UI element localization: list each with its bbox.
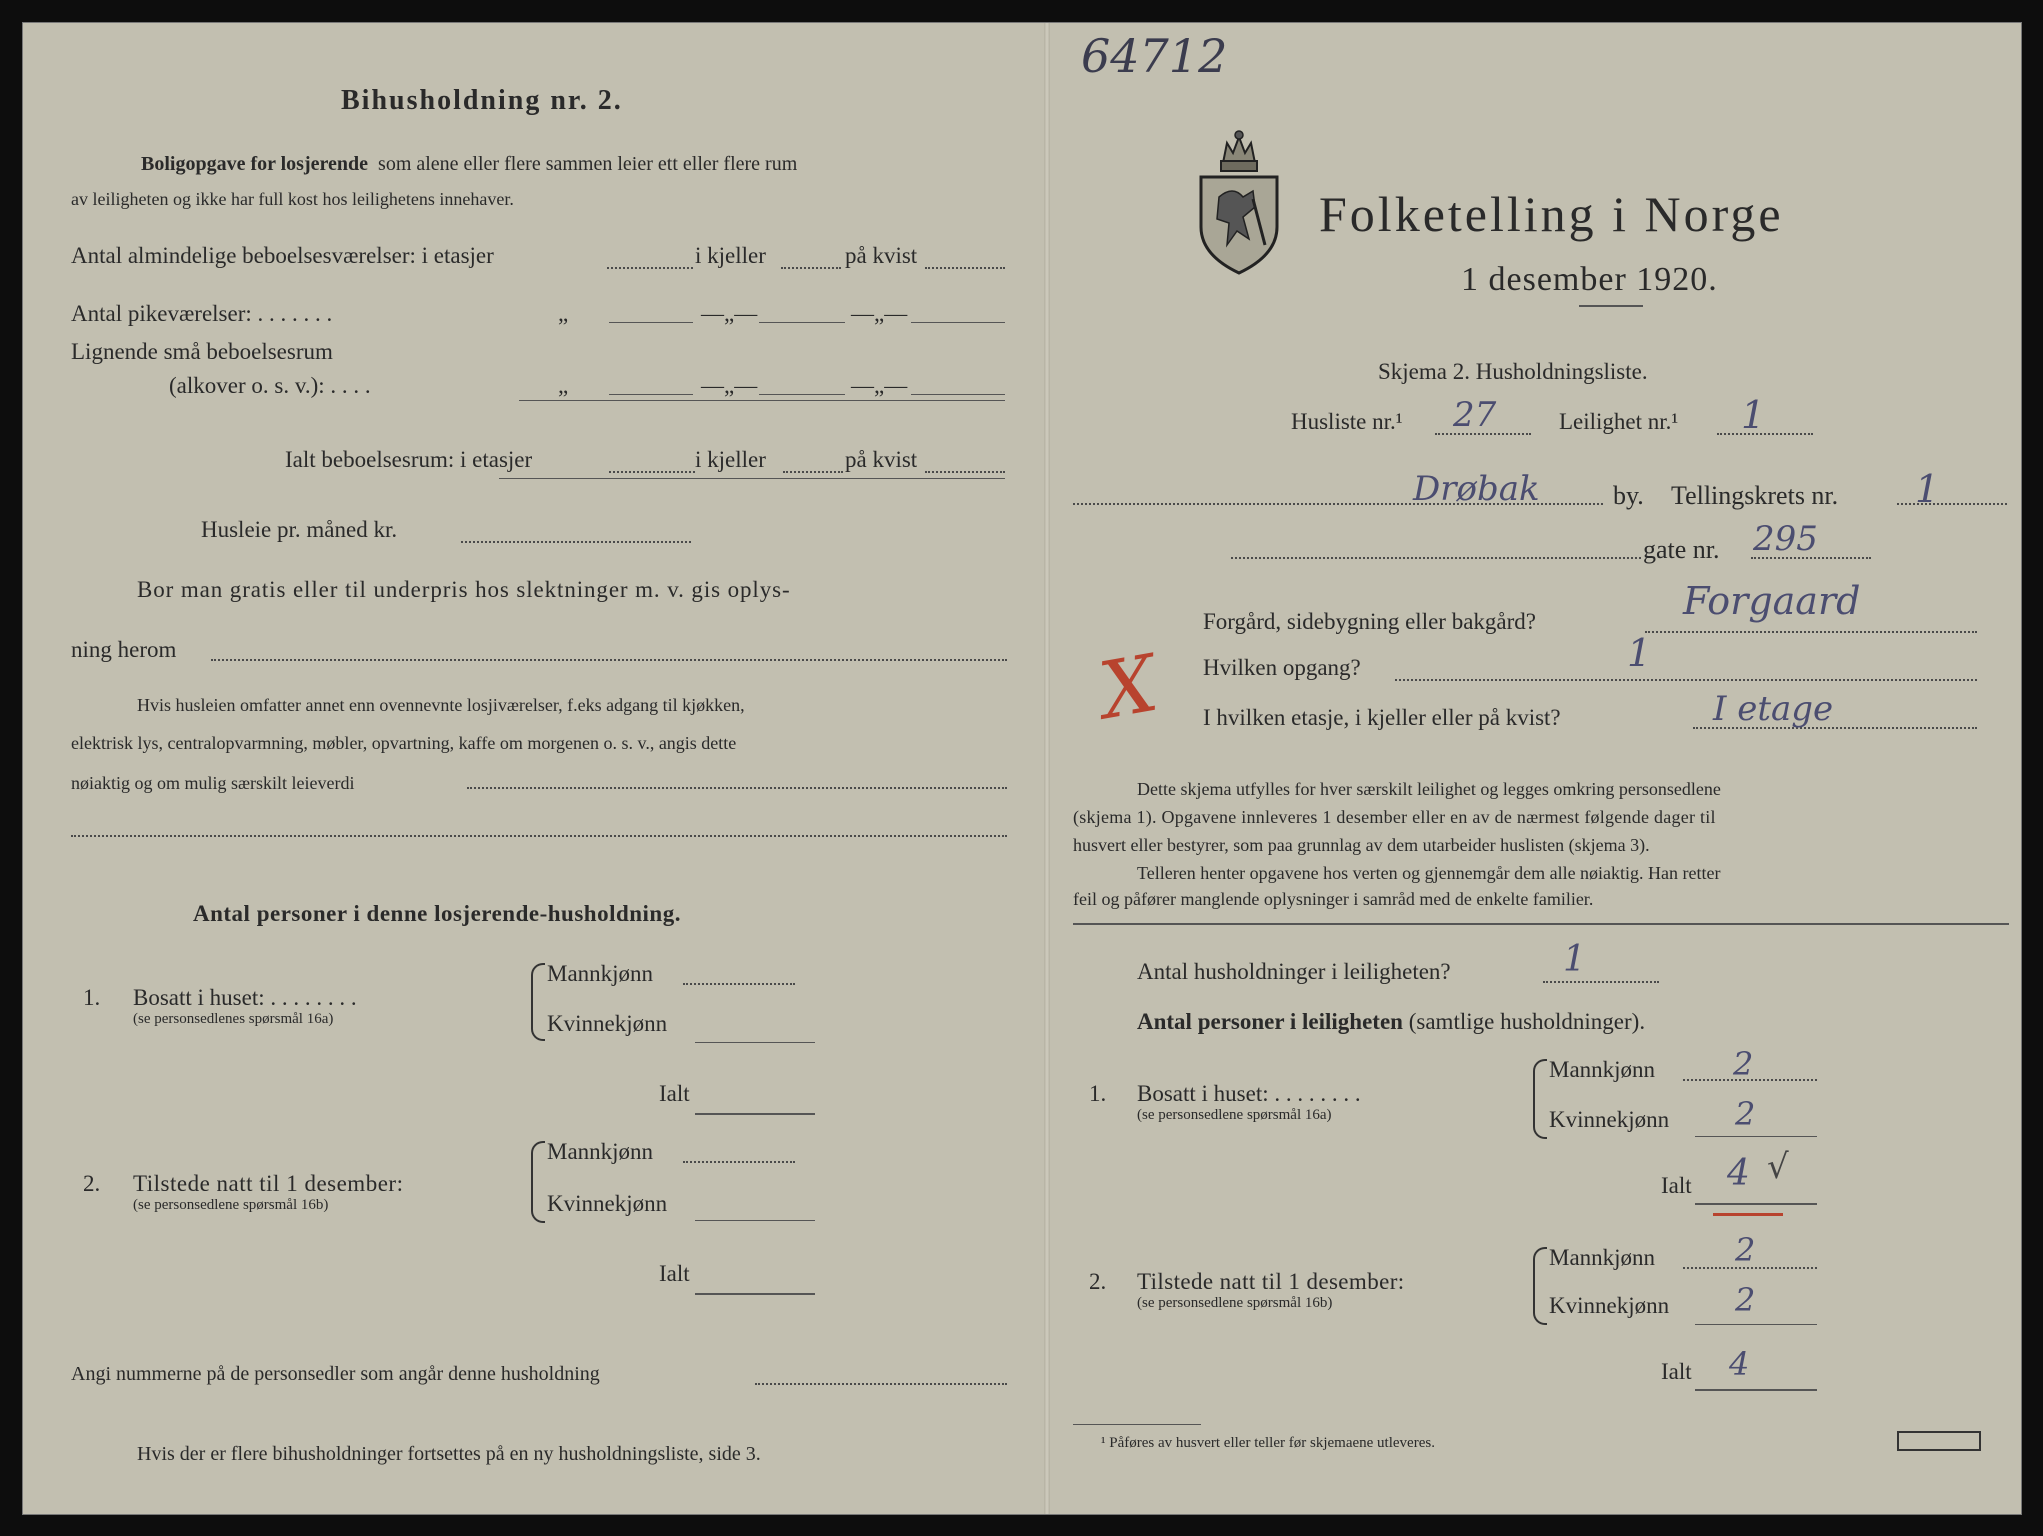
rooms-kjeller-label: i kjeller [695, 243, 766, 268]
right-q1-female-value: 2 [1735, 1095, 1756, 1133]
schema-label: Skjema 2. Husholdningsliste. [1378, 359, 1648, 384]
left-q1-female-field[interactable] [695, 1041, 815, 1043]
left-q2-total-field[interactable] [695, 1293, 815, 1295]
intro-bold: Boligopgave for losjerende som alene eller flere sammen leier ett eller flere rum [141, 153, 798, 175]
households-label: Antal husholdninger i leiligheten? [1137, 959, 1451, 984]
alkover-mark-2: —„— [701, 373, 758, 398]
sum-rule [519, 399, 1005, 401]
right-q1-total-field[interactable] [1695, 1203, 1817, 1205]
ialt-rule [499, 477, 1005, 479]
pike-mark-2: —„— [701, 301, 758, 326]
alkover-mark-3: —„— [851, 373, 908, 398]
left-footer: Hvis der er flere bihusholdninger fortsettes på en ny husholdningsliste, side 3. [137, 1443, 761, 1465]
rooms-kvist-label: på kvist [845, 243, 918, 268]
title-rule [1579, 305, 1643, 307]
right-q1-number: 1. [1089, 1081, 1107, 1106]
krets-field[interactable] [1897, 503, 2007, 505]
ialt-kvist-field[interactable] [925, 471, 1005, 473]
right-q2-total-value: 4 [1729, 1345, 1750, 1383]
small-rooms-label: Lignende små beboelsesrum [71, 339, 333, 364]
census-date: 1 desember 1920. [1461, 261, 1718, 298]
right-q1-label: Bosatt i huset: . . . . . . . . [1137, 1081, 1361, 1106]
right-q2-female-field[interactable] [1695, 1323, 1817, 1325]
leilighet-value: 1 [1741, 393, 1766, 437]
pike-label: Antal pikeværelser: . . . . . . . [71, 301, 333, 326]
archive-number: 64712 [1081, 29, 1228, 83]
alkover-label: (alkover o. s. v.): . . . . [169, 373, 371, 398]
ialt-kvist-label: på kvist [845, 447, 918, 472]
census-title: Folketelling i Norge [1319, 186, 1784, 242]
husliste-value: 27 [1453, 395, 1497, 435]
intro-line2: av leiligheten og ikke har full kost hos leilighetens innehaver. [71, 189, 514, 209]
coat-of-arms-icon [1193, 127, 1285, 277]
red-underline [1713, 1213, 1783, 1216]
covers-field-2[interactable] [71, 835, 1007, 837]
left-q1-total-label: Ialt [659, 1081, 690, 1106]
info-line-2: (skjema 1). Opgavene innleveres 1 desember eller en av de nærmest følgende dager til [1073, 807, 1716, 827]
pike-mark: „ [558, 301, 569, 326]
right-q1-brace [1533, 1059, 1547, 1139]
left-q2-label: Tilstede natt til 1 desember: [133, 1171, 404, 1196]
right-q2-note: (se personsedlene spørsmål 16b) [1137, 1295, 1333, 1311]
left-q2-female-label: Kvinnekjønn [547, 1191, 668, 1216]
right-q2-male-label: Mannkjønn [1549, 1245, 1656, 1270]
right-q2-female-label: Kvinnekjønn [1549, 1293, 1670, 1318]
right-q1-total-value: 4 [1727, 1153, 1750, 1194]
left-q2-male-label: Mannkjønn [547, 1139, 654, 1164]
right-q1-female-field[interactable] [1695, 1135, 1817, 1137]
printer-stamp-icon [1897, 1431, 1981, 1451]
right-q2-total-field[interactable] [1695, 1389, 1817, 1391]
right-q2-male-value: 2 [1735, 1231, 1756, 1269]
left-title: Bihusholdning nr. 2. [341, 85, 623, 116]
right-q1-note: (se personsedlene spørsmål 16a) [1137, 1107, 1332, 1123]
alkover-field-3[interactable] [911, 393, 1005, 395]
ialt-etasjer-field[interactable] [609, 471, 695, 473]
right-q1-female-label: Kvinnekjønn [1549, 1107, 1670, 1132]
footnote-rule [1073, 1423, 1201, 1425]
krets-value: 1 [1915, 467, 1940, 511]
left-q2-female-field[interactable] [695, 1219, 815, 1221]
left-q2-brace [531, 1141, 545, 1223]
rent-label: Husleie pr. måned kr. [201, 517, 398, 542]
numbers-field[interactable] [755, 1383, 1007, 1385]
rooms-etasjer-field[interactable] [607, 267, 693, 269]
left-q1-male-field[interactable] [683, 983, 795, 985]
footnote: ¹ Påføres av husvert eller teller før skjemaene utleveres. [1101, 1435, 1435, 1451]
pike-field-3[interactable] [911, 321, 1005, 323]
opgang-label: Hvilken opgang? [1203, 655, 1361, 680]
households-field[interactable] [1543, 981, 1659, 983]
rooms-label: Antal almindelige beboelsesværelser: i etasjer [71, 243, 494, 268]
ialt-kjeller-label: i kjeller [695, 447, 766, 472]
left-q2-total-label: Ialt [659, 1261, 690, 1286]
gratis-line1: Bor man gratis eller til underpris hos slektninger m. v. gis oplys- [137, 577, 791, 602]
pike-mark-3: —„— [851, 301, 908, 326]
households-value: 1 [1563, 939, 1586, 980]
right-q2-female-value: 2 [1735, 1281, 1756, 1319]
alkover-field-2[interactable] [759, 393, 845, 395]
forgaard-field[interactable] [1645, 631, 1977, 633]
town-value: Drøbak [1413, 469, 1540, 509]
forgaard-value: Forgaard [1683, 579, 1861, 623]
ialt-kjeller-field[interactable] [783, 471, 843, 473]
right-q2-brace [1533, 1247, 1547, 1325]
numbers-label: Angi nummerne på de personsedler som angår denne husholdning [71, 1363, 600, 1385]
gate-value: 295 [1753, 519, 1818, 559]
left-q1-brace [531, 963, 545, 1041]
info-line-5: feil og påfører manglende oplysninger i samråd med de enkelte familier. [1073, 889, 1594, 909]
by-label: by. [1613, 481, 1644, 510]
left-q1-label: Bosatt i huset: . . . . . . . . [133, 985, 357, 1010]
left-q1-note: (se personsedlenes spørsmål 16a) [133, 1011, 334, 1027]
krets-label: Tellingskrets nr. [1671, 481, 1839, 510]
left-q1-total-field[interactable] [695, 1113, 815, 1115]
gate-label: gate nr. [1643, 535, 1720, 564]
info-rule [1073, 923, 2009, 925]
right-q1-total-label: Ialt [1661, 1173, 1692, 1198]
right-q2-total-label: Ialt [1661, 1359, 1692, 1384]
info-line-4: Telleren henter opgavene hos verten og gjennemgår dem alle nøiaktig. Han retter [1137, 863, 1721, 883]
right-q1-male-label: Mannkjønn [1549, 1057, 1656, 1082]
left-q2-male-field[interactable] [683, 1161, 795, 1163]
left-q1-number: 1. [83, 985, 101, 1010]
right-q1-male-value: 2 [1733, 1045, 1754, 1083]
covers-line2: elektrisk lys, centralopvarmning, møbler, opvartning, kaffe om morgenen o. s. v., angis dette [71, 733, 737, 753]
left-q2-number: 2. [83, 1171, 101, 1196]
covers-field[interactable] [467, 787, 1007, 789]
rooms-kvist-field[interactable] [925, 267, 1005, 269]
left-q1-female-label: Kvinnekjønn [547, 1011, 668, 1036]
husliste-label: Husliste nr.¹ [1291, 409, 1403, 434]
pike-field-1[interactable] [609, 321, 693, 323]
right-q2-label: Tilstede natt til 1 desember: [1137, 1269, 1405, 1294]
opgang-field[interactable] [1395, 679, 1977, 681]
rent-field[interactable] [461, 541, 691, 543]
alkover-mark: „ [558, 373, 569, 398]
red-check-mark: X [1093, 638, 1164, 738]
rooms-kjeller-field[interactable] [781, 267, 841, 269]
checkmark-icon: √ [1767, 1147, 1789, 1187]
opgang-value: 1 [1627, 631, 1652, 675]
leilighet-label: Leilighet nr.¹ [1559, 409, 1679, 434]
left-persons-heading: Antal personer i denne losjerende-husholdning. [193, 901, 681, 926]
gratis-line2: ning herom [71, 637, 177, 662]
census-form-sheet [22, 22, 2022, 1515]
covers-line1: Hvis husleien omfatter annet enn ovennevnte losjiværelser, f.eks adgang til kjøkken, [137, 695, 745, 715]
etasje-label: I hvilken etasje, i kjeller eller på kvist? [1203, 705, 1561, 730]
alkover-field-1[interactable] [609, 393, 693, 395]
street-field[interactable] [1231, 557, 1641, 559]
right-persons-heading: Antal personer i leiligheten (samtlige husholdninger). [1137, 1009, 1646, 1034]
etasje-value: I etage [1713, 689, 1834, 729]
pike-field-2[interactable] [759, 321, 845, 323]
info-line-1: Dette skjema utfylles for hver særskilt leilighet og legges omkring personsedlene [1137, 779, 1721, 799]
covers-line3: nøiaktig og om mulig særskilt leieverdi [71, 773, 355, 793]
ialt-rooms-label: Ialt beboelsesrum: i etasjer [285, 447, 533, 472]
info-line-3: husvert eller bestyrer, som paa grunnlag av dem utarbeider huslisten (skjema 3). [1073, 835, 1650, 855]
gratis-field[interactable] [211, 659, 1007, 661]
left-q2-note: (se personsedlene spørsmål 16b) [133, 1197, 329, 1213]
forgaard-label: Forgård, sidebygning eller bakgård? [1203, 609, 1536, 634]
left-q1-male-label: Mannkjønn [547, 961, 654, 986]
right-q2-number: 2. [1089, 1269, 1107, 1294]
page-fold [1044, 23, 1050, 1514]
